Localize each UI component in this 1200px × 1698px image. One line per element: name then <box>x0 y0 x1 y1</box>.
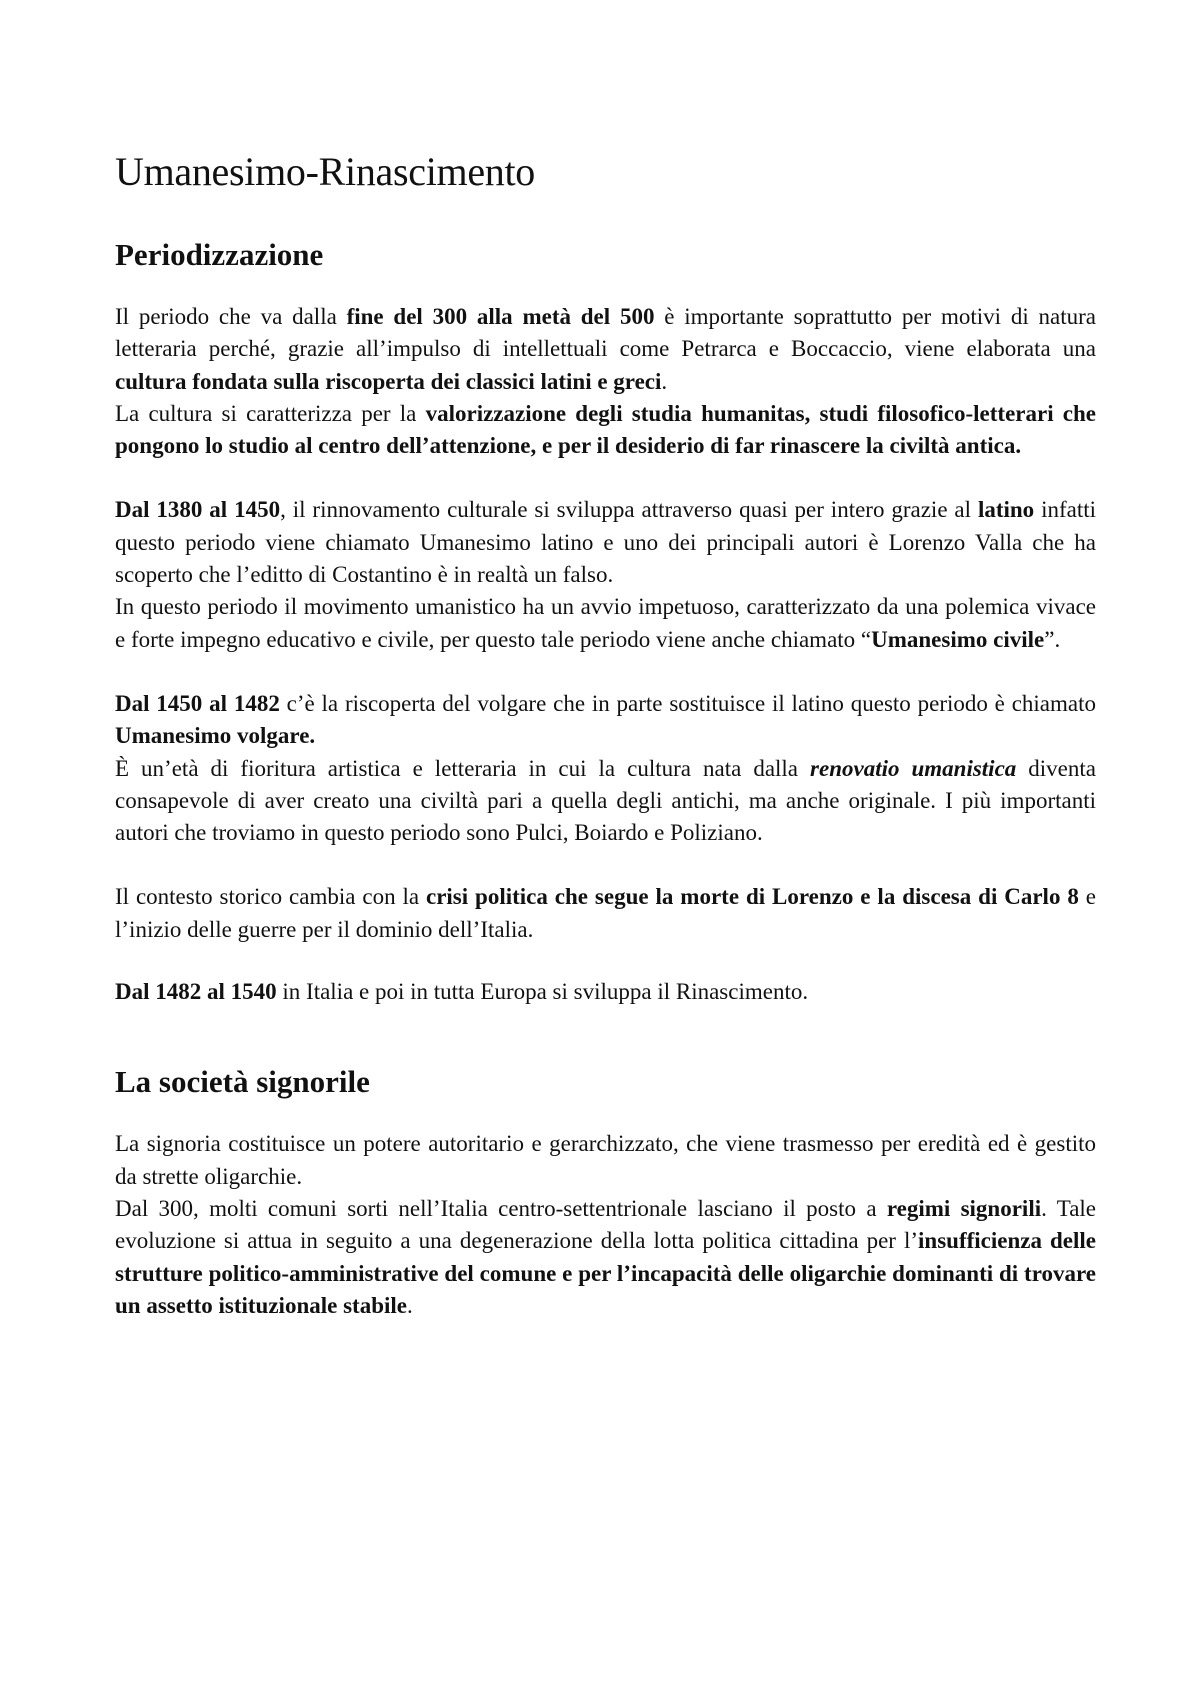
paragraph-rinascimento: Dal 1482 al 1540 in Italia e poi in tutta Europa si sviluppa il Rinascimento. <box>115 979 809 1005</box>
paragraph-cultura: La cultura si caratterizza per la valorizzazione degli studia humanitas, studi filosofico-letterari che pongono lo studio al centro dell’attenzione, e per il desiderio di far rinascere la civiltà antica. <box>115 400 1096 459</box>
paragraph-umanesimo-volgare: Dal 1450 al 1482 c’è la riscoperta del volgare che in parte sostituisce il latino questo periodo è chiamato Umanesimo volgare. <box>115 690 1096 749</box>
section-heading-societa-signorile: La società signorile <box>115 1064 370 1100</box>
paragraph-umanesimo-civile: In questo periodo il movimento umanistico ha un avvio impetuoso, caratterizzato da una polemica vivace e forte impegno educativo e civile, per questo tale periodo viene anche chiamato “Umanesimo civile”. <box>115 594 1096 652</box>
paragraph-signoria: La signoria costituisce un potere autoritario e gerarchizzato, che viene trasmesso per eredità ed è gestito da strette oligarchie. <box>115 1131 1096 1189</box>
paragraph-regimi-signorili: Dal 300, molti comuni sorti nell’Italia centro-settentrionale lasciano il posto a regimi signorili. Tale evoluzione si attua in seguito a una degenerazione della lotta politica cittadina per l’insufficienza delle strutture politico-amministrative del comune e per l’incapacità delle oligarchie dominanti di trovare un assetto istituzionale stabile. <box>115 1195 1096 1318</box>
paragraph-umanesimo-latino: Dal 1380 al 1450, il rinnovamento culturale si sviluppa attraverso quasi per intero grazie al latino infatti questo periodo viene chiamato Umanesimo latino e uno dei principali autori è Lorenzo Valla che ha scoperto che l’editto di Costantino è in realtà un falso. <box>115 497 1097 588</box>
section-heading-periodizzazione: Periodizzazione <box>115 237 324 272</box>
paragraph-intro: Il periodo che va dalla fine del 300 alla metà del 500 è importante soprattutto per motivi di natura letteraria perché, grazie all’impulso di intellettuali come Petrarca e Boccaccio, viene elaborata una cultura fondata sulla riscoperta dei classici latini e greci. <box>115 304 1096 394</box>
paragraph-contesto-storico: Il contesto storico cambia con la crisi politica che segue la morte di Lorenzo e la discesa di Carlo 8 e l’inizio delle guerre per il dominio dell’Italia. <box>115 884 1096 942</box>
paragraph-renovatio: È un’età di fioritura artistica e letteraria in cui la cultura nata dalla renovatio umanistica diventa consapevole di aver creato una civiltà pari a quella degli antichi, ma anche originale. I più importanti autori che troviamo in questo periodo sono Pulci, Boiardo e Poliziano. <box>115 755 1096 846</box>
document-title: Umanesimo-Rinascimento <box>115 149 535 194</box>
